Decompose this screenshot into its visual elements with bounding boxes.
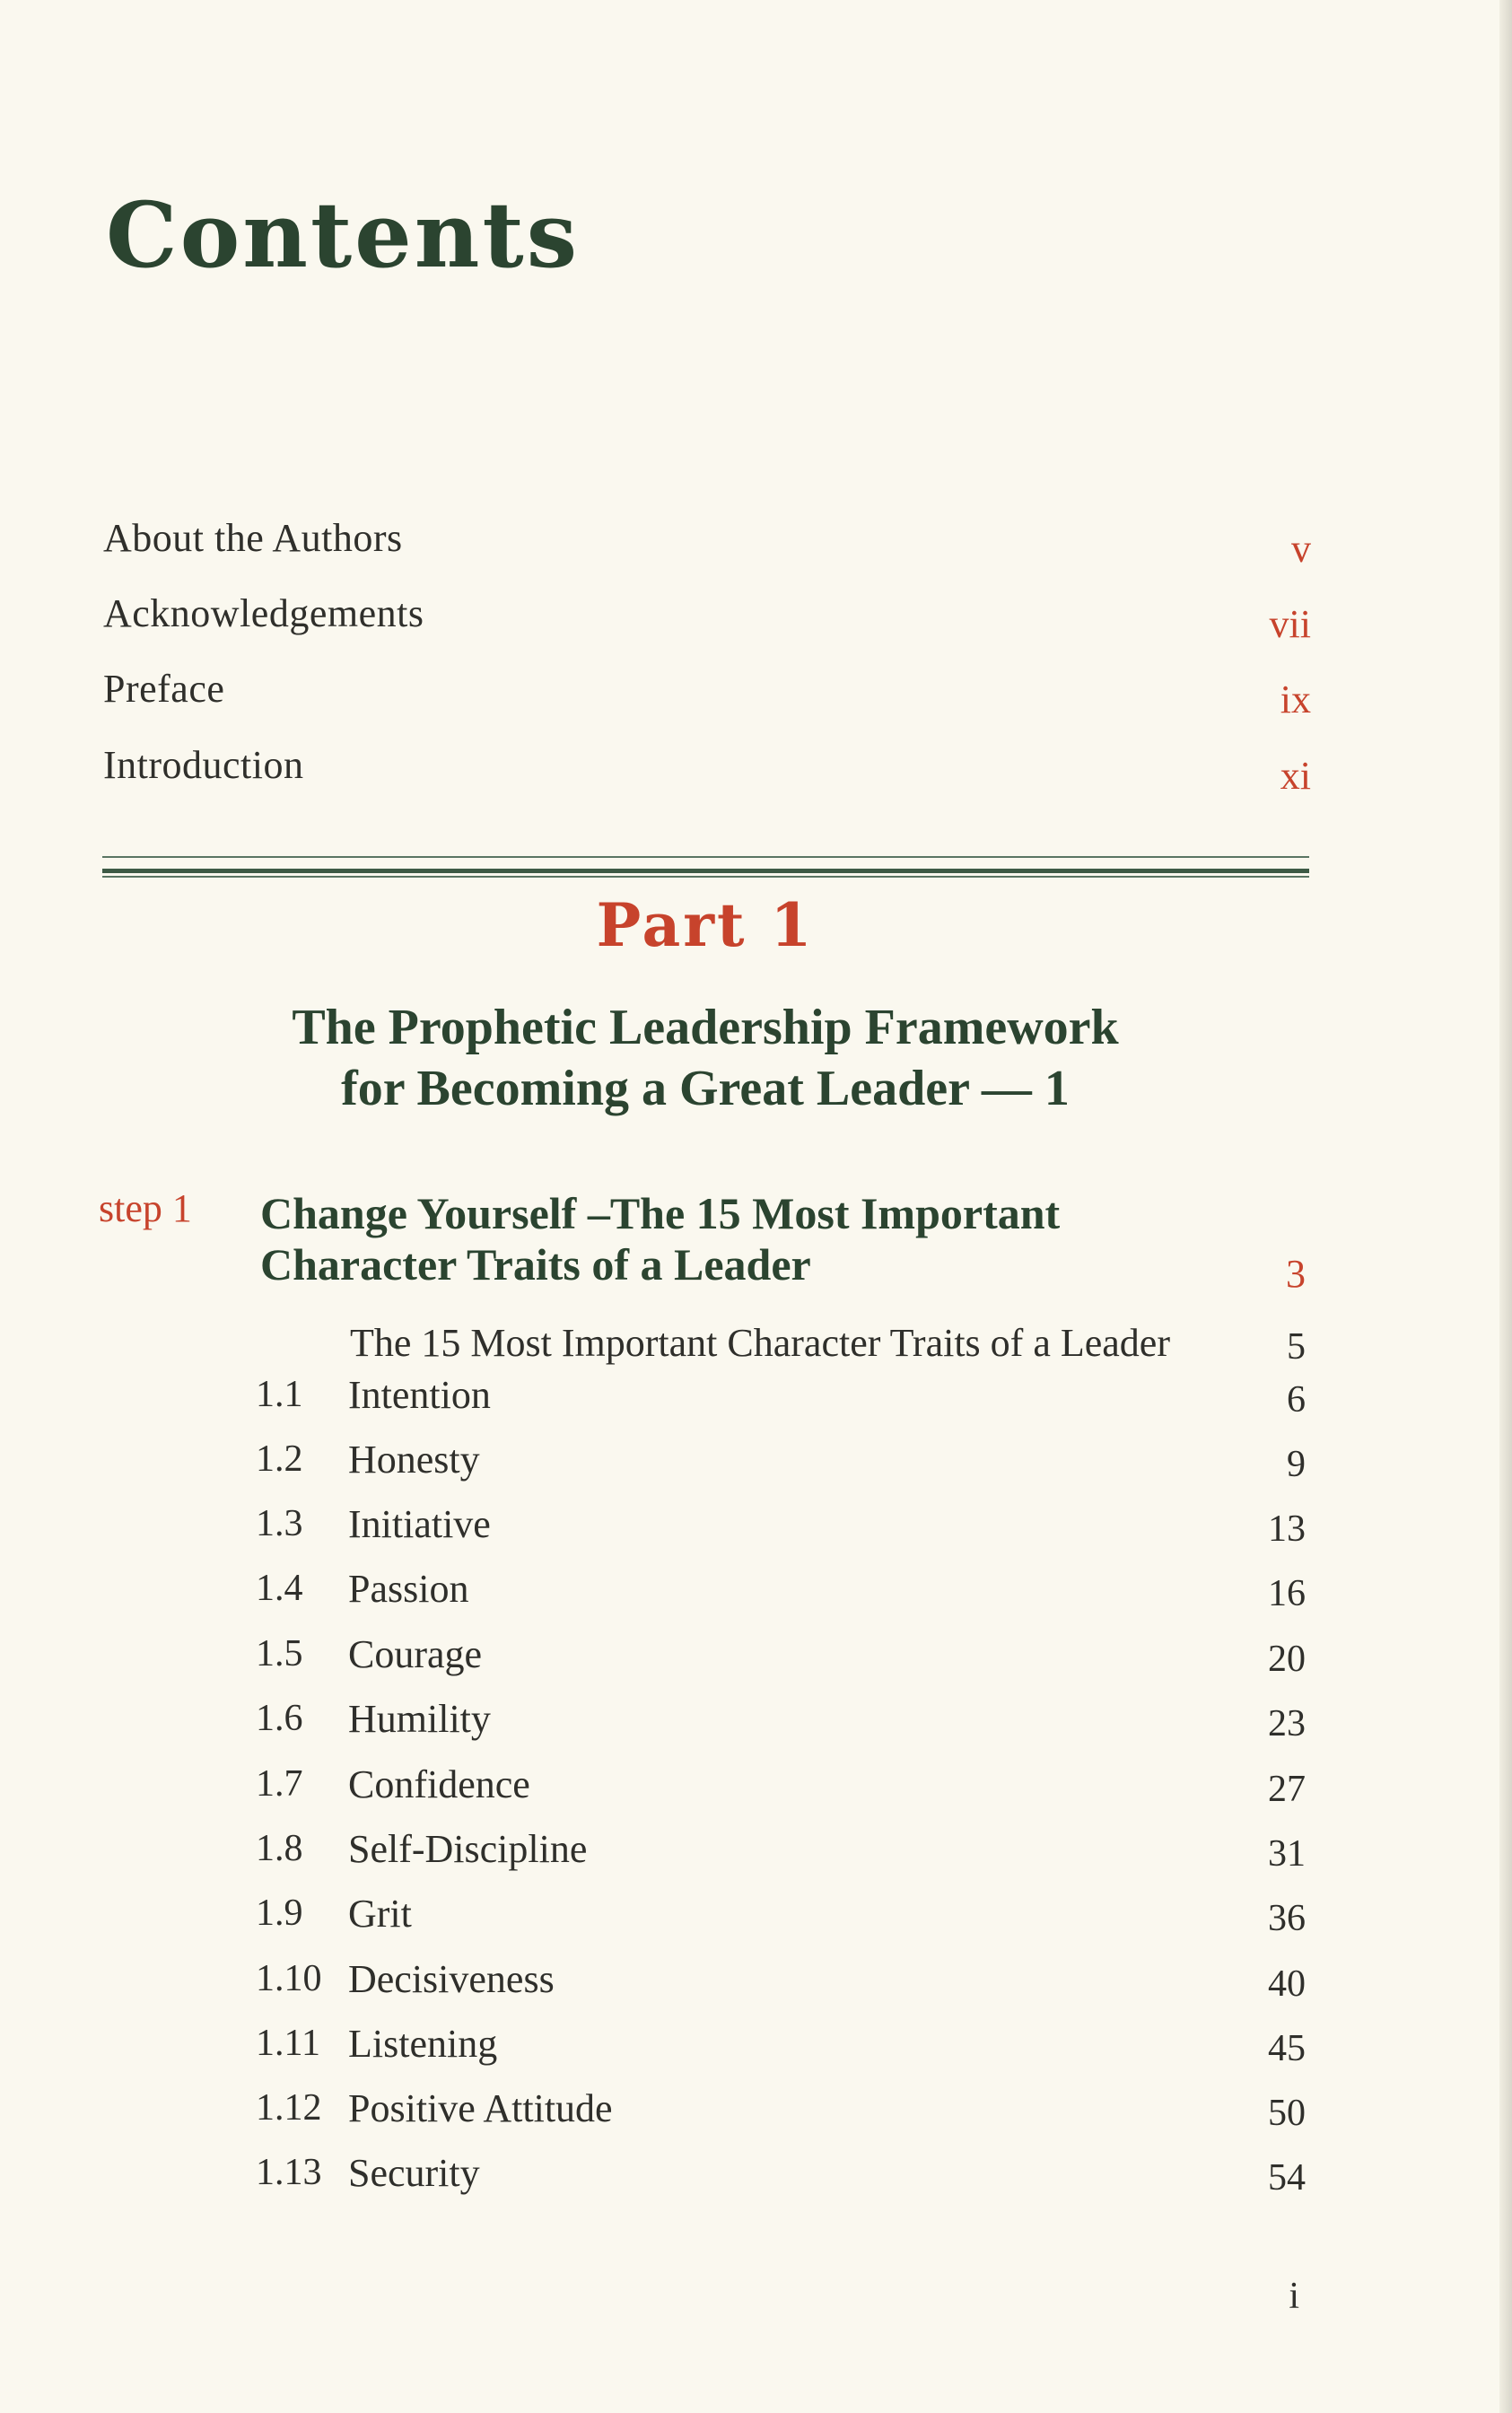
section-number: 1.6 (256, 1698, 303, 1739)
toc-entry-acknowledgements[interactable]: Acknowledgements (103, 591, 424, 635)
toc-row[interactable] (0, 1440, 1512, 1494)
section-title: Humility (348, 1697, 491, 1741)
section-page: 9 (1287, 1444, 1306, 1485)
section-number: 1.5 (256, 1633, 303, 1674)
section-title: Security (348, 2151, 480, 2195)
toc-row[interactable] (0, 1762, 1512, 1819)
section-page: 27 (1268, 1769, 1306, 1810)
section-divider (102, 869, 1309, 873)
section-page: 20 (1268, 1639, 1306, 1680)
step-title-line-1[interactable]: Change Yourself –The 15 Most Important (260, 1188, 1061, 1238)
toc-page-preface: ix (1280, 678, 1311, 721)
toc-row[interactable] (0, 2024, 1512, 2078)
toc-entry-about-the-authors[interactable]: About the Authors (103, 516, 403, 560)
toc-row[interactable] (0, 2151, 1512, 2208)
section-title: Intention (348, 1373, 491, 1417)
step-title-line-2[interactable]: Character Traits of a Leader (260, 1239, 811, 1290)
section-number: 1.1 (256, 1374, 303, 1415)
section-number: 1.10 (256, 1958, 322, 1999)
section-number: 1.2 (256, 1438, 303, 1480)
section-page: 36 (1268, 1898, 1306, 1939)
part-title-line-1: The Prophetic Leadership Framework (292, 1000, 1119, 1055)
page-number: i (1289, 2276, 1299, 2317)
section-number: 1.3 (256, 1503, 303, 1544)
part-label: Part 1 (596, 890, 815, 960)
toc-row[interactable] (0, 1957, 1512, 2014)
step-label: step 1 (99, 1186, 192, 1230)
section-title: Decisiveness (348, 1957, 555, 2001)
toc-page-about-the-authors: v (1291, 527, 1311, 571)
section-page: 54 (1268, 2157, 1306, 2199)
toc-row[interactable] (0, 1632, 1512, 1689)
part-title-line-2: for Becoming a Great Leader — 1 (341, 1061, 1070, 1116)
toc-row[interactable] (0, 1373, 1512, 1429)
section-number: 1.7 (256, 1763, 303, 1805)
section-number: 1.11 (256, 2023, 320, 2064)
toc-entry-preface[interactable]: Preface (103, 667, 225, 711)
toc-row[interactable] (0, 1894, 1512, 1948)
toc-row[interactable] (0, 1502, 1512, 1559)
section-divider-top (102, 856, 1309, 858)
section-page: 13 (1268, 1508, 1306, 1550)
section-number: 1.8 (256, 1828, 303, 1869)
section-page: 6 (1287, 1379, 1306, 1421)
section-title: Grit (348, 1892, 412, 1936)
section-number: 1.4 (256, 1568, 303, 1609)
toc-page-step-intro: 5 (1287, 1326, 1306, 1368)
section-title: Passion (348, 1567, 469, 1611)
section-page: 45 (1268, 2028, 1306, 2069)
section-title: Honesty (348, 1438, 480, 1482)
toc-row[interactable] (0, 1569, 1512, 1623)
section-number: 1.9 (256, 1893, 303, 1934)
section-title: Confidence (348, 1762, 530, 1806)
section-divider-bottom (102, 876, 1309, 878)
toc-row[interactable] (0, 1827, 1512, 1884)
section-title: Courage (348, 1632, 483, 1676)
toc-row[interactable] (0, 2086, 1512, 2143)
section-page: 31 (1268, 1833, 1306, 1875)
section-title: Self-Discipline (348, 1827, 588, 1871)
toc-entry-step-intro[interactable]: The 15 Most Important Character Traits of a Leader (350, 1321, 1170, 1365)
section-page: 16 (1268, 1573, 1306, 1614)
section-title: Positive Attitude (348, 2086, 613, 2130)
section-page: 23 (1268, 1703, 1306, 1744)
step-page-number: 3 (1286, 1252, 1306, 1296)
toc-page-acknowledgements: vii (1269, 602, 1311, 646)
section-number: 1.13 (256, 2152, 322, 2193)
section-page: 40 (1268, 1963, 1306, 2005)
toc-page-introduction: xi (1280, 754, 1311, 798)
section-number: 1.12 (256, 2087, 322, 2129)
toc-row[interactable] (0, 1697, 1512, 1753)
section-page: 50 (1268, 2093, 1306, 2134)
section-title: Initiative (348, 1502, 491, 1546)
page-title: Contents (106, 182, 581, 288)
toc-entry-introduction[interactable]: Introduction (103, 743, 304, 787)
section-title: Listening (348, 2022, 498, 2066)
